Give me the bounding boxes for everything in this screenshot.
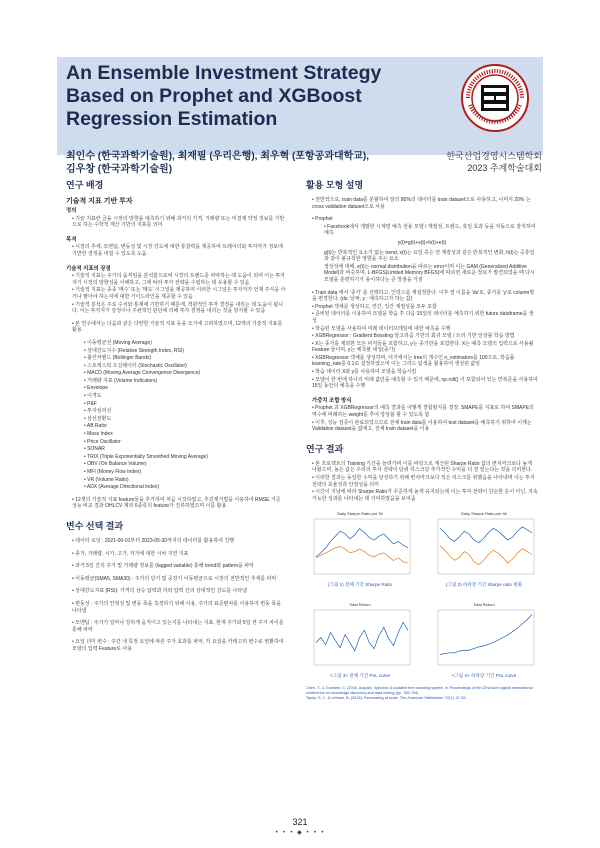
ensemble-heading: 가중치 조합 방식 bbox=[312, 397, 352, 404]
indicator-item: • Envelope bbox=[84, 385, 108, 392]
definition-heading: 정의 bbox=[66, 208, 77, 214]
authors-line: 김우창 (한국과학기술원) bbox=[66, 164, 173, 175]
procedure-step: • XGBRegressor : Gradient Boosting 알고리즘 기반의 회귀 모델 / 트리 기반 앙상블 학습 방법 bbox=[312, 333, 515, 340]
indicator-item: • AB Ratio bbox=[84, 423, 107, 430]
pnl-chart-bear bbox=[430, 599, 538, 671]
references bbox=[306, 686, 538, 701]
indicator-item: • 상대강도지수 (Relative Strength Index, RSI) bbox=[84, 347, 184, 354]
indicator-item: • 삼선전환도 bbox=[84, 415, 112, 422]
indicator-item: • ADX (Average Directional Index) bbox=[84, 484, 160, 491]
indicator-item: • TRIX (Triple Exponentially Smoothed Moving Average) bbox=[84, 453, 208, 460]
plot-area bbox=[314, 519, 410, 574]
conference-line: 한국산업경영시스템학회 bbox=[446, 151, 542, 161]
figure-caption: (그림 2) 하락장 기간 sharpe ratio 변화 bbox=[445, 582, 523, 588]
title-line: Regression Estimation bbox=[66, 108, 278, 130]
figure-caption: <그림 3> 전체 기간 PnL curve bbox=[329, 672, 391, 678]
conference bbox=[420, 150, 542, 174]
advantage-item: • 기술적 지표는 종종 '매수' 또는 '매도' 시그널을 제공하며 이러한 시그널은 투자자가 언제 주식을 사거나 팔아야 하는지에 대한 가이드라인을 제공할 수 있음 bbox=[72, 287, 286, 300]
variable-item: • 요일 더미 변수 : 주간 내 특정 요일에 따른 주가 효과를 파악, 각 요일을 카테고리 변수로 변환하여 모델의 입력 Feature로 사용 bbox=[72, 639, 284, 652]
variable-item: • 상대강도지표 (RSI): 가격의 상승 압력과 하락 압력 간의 상대적인 강도를 나타냄 bbox=[72, 588, 247, 595]
indicator-item: • SONAR bbox=[84, 446, 105, 453]
variable-item: • 데이터 로딩 : 2021-06-01부터 2023-05-30까지의 데이터를 활용하여 진행 bbox=[72, 537, 235, 544]
study-outro: • 12개의 기술적 지표 feature들을 추가하여 처음 시작하였고, 후진제거법을 이용하여 RMSE 기준 성능 비교 결과 OHLCV 제외 6종류의 feature가 진류하였으며 이를 활용 bbox=[72, 496, 281, 510]
result-item: • 이러한 결과는 동일한 수익을 달성하기 위해 변치마크보다 적은 리스크를 취했음을 나타내며 이는 투자 전략의 효율성과 안정성을 의미 bbox=[312, 475, 535, 488]
chart-row bbox=[306, 599, 538, 684]
indicator-item: • 투자심리선 bbox=[84, 408, 112, 415]
plot-area bbox=[438, 519, 534, 574]
procedure-step: • Train data 에서 '종가' 를 선택하고, 인덱스를 재설정한다. 이후 열 이름을 'ds'로, 종가를 'y'로 column명을 변경한다. (ds: 날짜, y : 예측하고자 하는 값) bbox=[312, 289, 535, 303]
title-line: Based on Prophet and XGBoost bbox=[66, 85, 362, 107]
indicator-item: • MACD (Moving Average Convergence Divergence) bbox=[84, 370, 201, 377]
study-intro: • 본 연구에서는 다음과 같은 다양한 기술적 지표 등을 조기에 고려하였으며, 12개의 기술적 지표를 활용 bbox=[72, 320, 283, 334]
page-number: 321 bbox=[292, 817, 308, 827]
subsection-title: 기술적 지표 기반 투자 bbox=[66, 198, 133, 205]
indicator-item: • P&F bbox=[84, 400, 97, 407]
reference-item: Taylor, S. J., & Letham, B. (2018). Forecasting at scale. The American Statistician, 72(1), 37-45. bbox=[306, 695, 467, 700]
indicator-item: • MFI (Money Flow Index) bbox=[84, 469, 142, 475]
prophet-formula: y(t)=g(t)+s(t)+h(t)+e(t) bbox=[397, 239, 447, 246]
chart-row bbox=[306, 508, 538, 593]
advantages-heading: 기술적 지표의 장점 bbox=[66, 265, 111, 272]
title-line: An Ensemble Investment Strategy bbox=[66, 62, 382, 84]
right-column bbox=[306, 180, 538, 701]
indicator-item: • 거래량 지표 (Volume Indicators) bbox=[84, 377, 158, 384]
purpose-text: • 시장의 추세, 모멘텀, 변동성 및 시장 강도에 대한 통찰력을 제공하여 트레이더와 투자자가 정보에 기반한 결정을 내릴 수 있도록 도움 bbox=[72, 244, 283, 257]
figure-1 bbox=[306, 508, 414, 593]
purpose-heading: 목적 bbox=[66, 236, 77, 243]
prophet-terms: g(t)는 반복적인 요소가 없는 trend, s(t)는 요일 혹은 연 계절성과 같은 반복적인 변화, h(t)는 공휴일과 같이 불규칙한 영향을 주는 요소 bbox=[324, 249, 535, 263]
procedure-step: • 학습된 모델을 사용하여 미래 데이터프레임에 대한 예측을 수행 bbox=[312, 325, 451, 332]
model-intro: • 전반적으로, train data를 분할하여 앞의 80%의 데이터를 train dataset으로 사용하고, 나머지 20% 는 cross validation dataset으로 사용 bbox=[312, 197, 531, 210]
plot-area bbox=[438, 610, 534, 665]
figure-4 bbox=[430, 599, 538, 684]
prophet-heading: • Prophet bbox=[312, 216, 333, 223]
procedure-step: • 모델이 한 번에 하나의 미래 값만을 예측할 수 있기 때문에, np.roll() 이 포함되어 있는 반복문을 사용하여 15일 동안의 예측을 수행 bbox=[312, 376, 538, 390]
indicator-item: • 이격도 bbox=[84, 393, 102, 400]
procedure-step: • X는 종가를 제외한 모든 피처들을 포함하고, y는 종가만을 포함한다. X는 예측 모델의 입력으로 사용될 Feature 들이며, y는 예측할 대상(종가) bbox=[312, 340, 534, 354]
authors bbox=[66, 150, 396, 176]
chart-title: Daily Sharpe Ratio per 90 bbox=[461, 511, 507, 517]
figure-2 bbox=[430, 508, 538, 593]
ensemble-item: • 이후, 성능 검증이 완료되었으므로 전체 train data를 이용하여 test dataset을 예측하기 위하여 이제는 Validation dataset을 없애고, 전체 train dataset을 이용 bbox=[312, 419, 532, 433]
section-variable-title: 변수 선택 결과 bbox=[66, 520, 124, 531]
poster-title bbox=[66, 62, 396, 131]
variable-item: • 이동평균(SMA5, SMA30) : 주가의 단기 및 중장기 이동평균으로 시장의 전반적인 추세를 파악 bbox=[72, 575, 277, 582]
prophet-terms: 정상성에 대해, e(t)는 normal distribution을 따르는 error이며 이는 GAM (Generalized Additive Model)과 비슷하며, L-BFGS(Limited Memory BFGS)에 따르면 새로운 정보가 발견되었을 때 다시 모델을 훈련하기가 용이하다는 큰 장점을 가짐 bbox=[324, 263, 535, 283]
advantage-item: • 기술적 지표는 주가의 움직임을 분석함으로써 시장의 트렌드를 파악하는 데 도움이 되며 이는 투자자가 시장의 방향성을 이해하고, 그에 따라 투자 전략을 수립하는 데 유용할 수 있음 bbox=[72, 273, 286, 286]
figure-caption: (그림 1) 전체 기간 Sharpe Ratio bbox=[327, 582, 393, 588]
indicator-item: • 이동평균선 (Moving Average) bbox=[84, 339, 152, 346]
definition-text: • 기술 지표란 금융 시장의 방향을 예측하기 위해 과거의 가격, 거래량 또는 미결제 약정 정보를 기반으로 하는 수학적 계산 기반의 지표를 의미 bbox=[72, 215, 285, 229]
result-item: • 본 프로젝트의 Training 기간을 늘려가며 이를 바탕으로 계산된 Sharpe Ratio 값의 변치마크보다 높게 나왔으며, 높은 값은 우리의 투자 전략이 단위 리스크당 추가적인 수익을 더 잘 얻는다는 것을 의미한다. bbox=[312, 460, 533, 474]
figure-3 bbox=[306, 599, 414, 684]
indicator-list bbox=[66, 340, 286, 491]
sharpe-ratio-chart-bear bbox=[430, 508, 538, 580]
chart-title: Total Return bbox=[349, 601, 371, 607]
ensemble-item: • Prophet 과 XGBRegressor의 예측 결과를 어떻게 결합할지를 결정. SMAPE를 지표로 하여 SMAPE의 역수에 비례하는 weight를 추어 앙상블 할 수 있도록 함 bbox=[312, 405, 534, 419]
section-background-title: 연구 배경 bbox=[66, 180, 104, 190]
section-results-title: 연구 결과 bbox=[306, 443, 344, 454]
indicator-item: • Mass Index bbox=[84, 431, 113, 438]
procedure-step: • Prophet 객체를 생성하고, 연간, 일간 계절성을 모두 포함 bbox=[312, 303, 437, 310]
pnl-chart-full bbox=[306, 599, 414, 671]
prophet-description: • Facebook에서 개발한 시계열 예측 전용 모델 / 계절성, 트렌드, 휴일 효과 등을 자동으로 감지하여 예측 bbox=[324, 223, 536, 237]
result-item: • 시간이 지남에 따라 Sharpe Ratio가 꾸준하게 높게 유지되는데 이는 투자 전략이 단순한 운이 아닌, 지속 가능한 성과를 나타내는 데 기여하였음을 보여줌 bbox=[312, 489, 538, 502]
chart-title: Daily Sharpe Ratio per 90 bbox=[337, 511, 383, 517]
society-logo bbox=[460, 63, 530, 133]
variable-item: • 과거 5일 간의 주가 및 거래량 정보를 (lagged variable) 통해 trend와 pattern을 파악 bbox=[72, 563, 255, 570]
society-seal-icon bbox=[460, 63, 530, 133]
indicator-item: • OBV (On Balance Volume) bbox=[84, 461, 147, 468]
figure-caption: <그림 4> 하락장 기간 PnL curve bbox=[451, 672, 517, 678]
indicator-item: • 스토캐스틱 오실레이터 (Stochastic Oscillator) bbox=[84, 362, 187, 369]
reference-item: Chen, T., & Guestrin, C. (2016, August). Xgboost: A scalable tree boosting system. In Proceedings of the 22nd acm sigkdd international conference on knowledge discovery and data mining (pp. 785-794). bbox=[306, 685, 533, 695]
variable-item: • 변동성 : 주가의 안정성 및 변동 폭을 측정하기 위해 사용, 주가의 표준편차를 이용하여 변동 폭을 나타냄 bbox=[72, 600, 281, 614]
footer-ornament: • • • ◆ • • • bbox=[274, 829, 326, 836]
indicator-item: • Price Oscillator bbox=[84, 438, 121, 445]
sharpe-ratio-chart-full bbox=[306, 508, 414, 580]
chart-title: Total Return bbox=[473, 601, 495, 607]
left-column bbox=[66, 180, 286, 654]
indicator-item: • 볼린저밴드 (Bollinger Bands) bbox=[84, 355, 152, 362]
authors-line: 최인수 (한국과학기술원), 최재필 (우리은행), 최우혁 (포항공과대학교), bbox=[66, 151, 370, 162]
advantage-item: • 기술적 분석은 주로 수치와 통계에 기반하기 때문에, 객관적인 투자 결정을 내리는 데 도움이 됩니다. 이는 투자자가 감정이나 주관적인 판단에 의해 투자 결정을 내리는 것을 방지할 수 있음 bbox=[72, 301, 283, 315]
conference-line: 2023 추계학술대회 bbox=[467, 163, 542, 173]
procedure-step: • XGBRegressor 객체를 생성하며, 여기에서는 tree의 개수인 n_estimators를 100으로, 학습률 learning_rate를 0.1로 설정하였으며 이는 그리드 탐색을 활용하여 생성된 값임 bbox=[312, 354, 515, 368]
indicator-item: • VR (Volume Ratio) bbox=[84, 476, 129, 483]
procedure-step: • 준비된 데이터를 이용하여 모델을 학습 후 다음 15일의 데이터를 예측하기 위한 future dataframe을 생성 bbox=[312, 311, 534, 324]
section-model-title: 활용 모형 설명 bbox=[306, 180, 364, 190]
procedure-step: • 학습 데이터 X와 y를 사용하여 모델을 학습시킴 bbox=[312, 369, 417, 376]
variable-item: • 종가, 거래량, 시가, 고가, 저가에 대한 시차 지연 지표 bbox=[72, 550, 189, 557]
variable-item: • 모멘텀 : 주가가 얼마나 강하게 움직이고 있는지를 나타내는 지표, 현재 주가와 5일 전 주가 차이를 통해 파악 bbox=[72, 620, 284, 633]
